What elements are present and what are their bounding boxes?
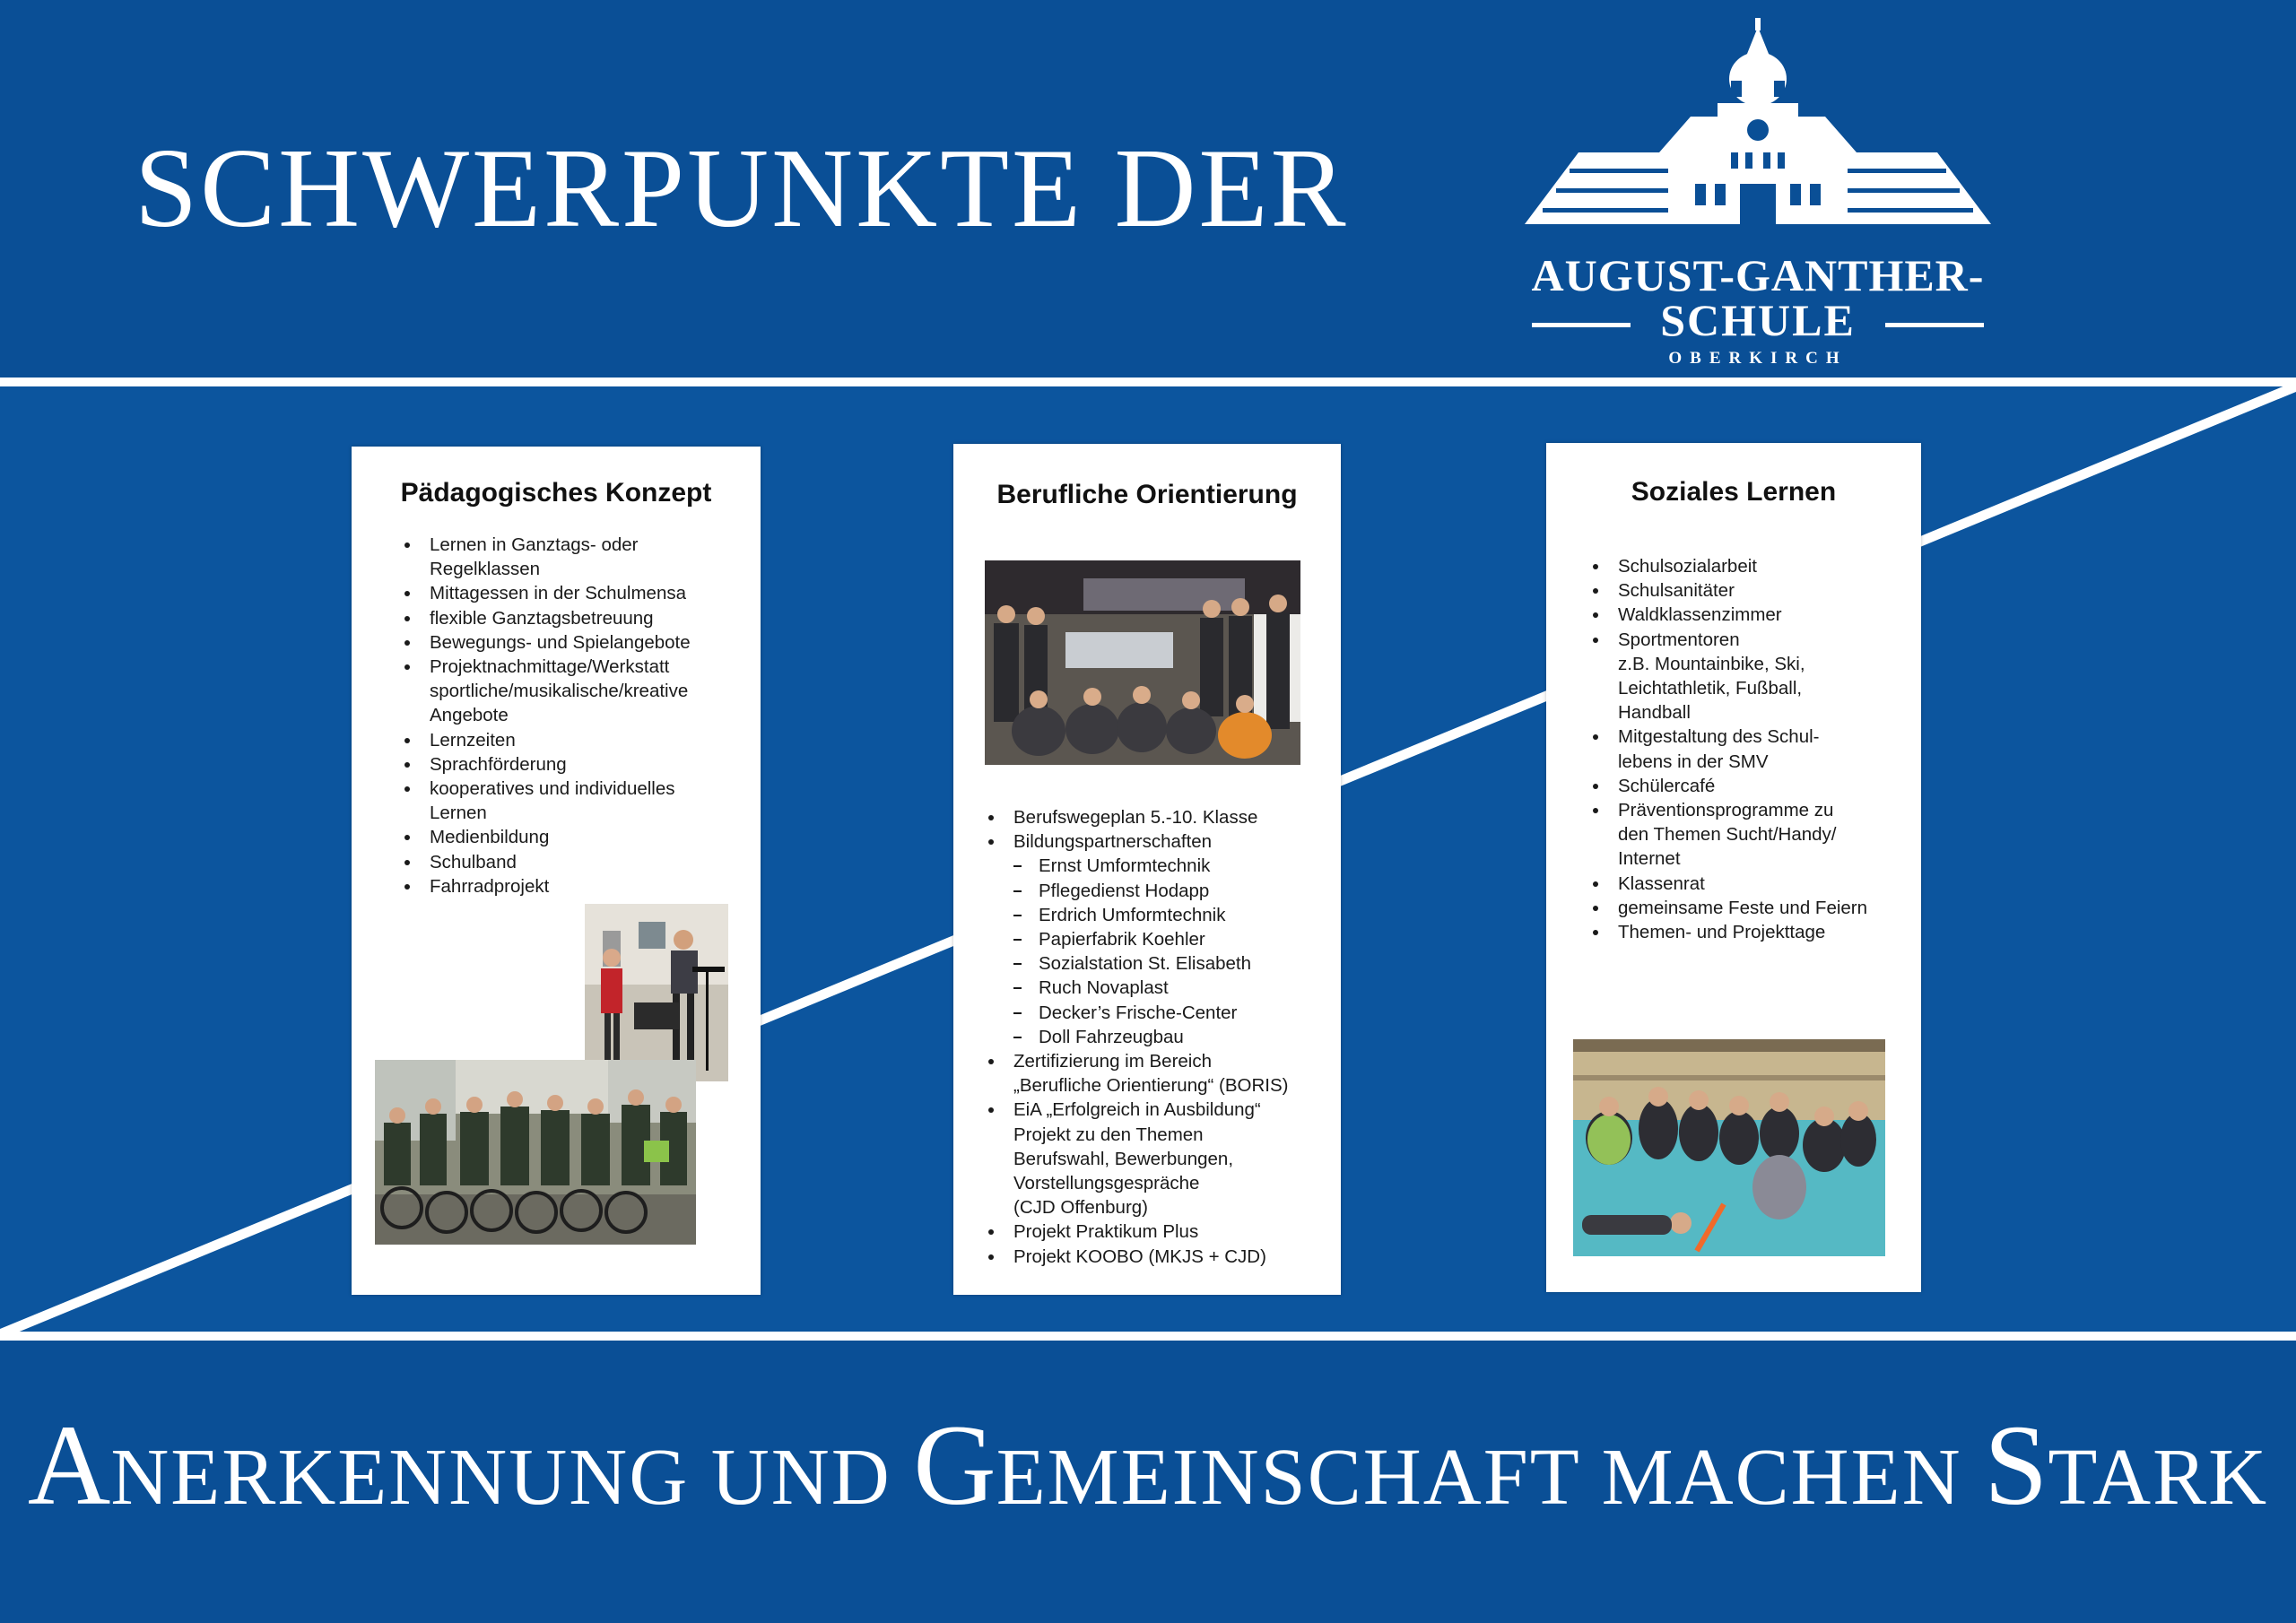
list-item: Präventionsprogramme zu (1591, 798, 1914, 822)
list-item: Fahrradprojekt (403, 874, 752, 898)
list-item: Schulband (403, 850, 752, 874)
list-item: Mittagessen in der Schulmensa (403, 581, 752, 605)
list-item-continuation: Angebote (430, 705, 509, 726)
list-item: Schülercafé (1591, 774, 1914, 798)
sub-list-item: Doll Fahrzeugbau (987, 1025, 1336, 1049)
slogan-word (913, 1402, 1580, 1529)
list-item-continuation: Lernen (430, 803, 487, 824)
slogan-word-rest: NERKENNUNG (110, 1433, 690, 1522)
list-item-continuation: „Berufliche Orientierung“ (BORIS) (1013, 1075, 1289, 1097)
panel-paedagogisches-konzept (352, 447, 761, 1295)
headline: SCHWERPUNKTE DER (135, 126, 1349, 251)
logo-name-line1: AUGUST-GANTHER- (1531, 250, 1985, 300)
photo-school-band (585, 904, 728, 1081)
list-item: Sportmentoren (1591, 628, 1914, 652)
sub-list-item: Pflegedienst Hodapp (987, 879, 1336, 903)
photo-career-group-image (985, 560, 1300, 765)
slogan-word-rest: TARK (2048, 1433, 2269, 1522)
list-item-continuation: Berufswahl, Bewerbungen, (1013, 1148, 1234, 1169)
slogan-word (1601, 1433, 1962, 1522)
list-item: Sprachförderung (403, 752, 752, 777)
list-item: Mitgestaltung des Schul- (1591, 725, 1914, 749)
panel-list (987, 805, 1336, 1269)
list-item-continuation: (CJD Offenburg) (1013, 1197, 1149, 1219)
list-item-continuation: Internet (1618, 848, 1681, 870)
slogan-initial: S (1984, 1402, 2048, 1529)
school-building-emblem (1516, 18, 2000, 251)
panel-title: Berufliche Orientierung (996, 480, 1298, 509)
list-item: gemeinsame Feste und Feiern (1591, 896, 1914, 920)
list-item: Schulsanitäter (1591, 578, 1914, 603)
slogan-word (27, 1402, 690, 1529)
list-item: Projekt Praktikum Plus (987, 1219, 1336, 1244)
sub-list-item: Ernst Umformtechnik (987, 854, 1336, 878)
photo-bicycle-project-image (375, 1060, 696, 1245)
list-item: Lernen in Ganztags- oder (403, 533, 752, 557)
sub-list-item: Ruch Novaplast (987, 976, 1336, 1000)
photo-school-band-image (585, 904, 728, 1081)
sub-list-item: Decker’s Frische-Center (987, 1001, 1336, 1025)
list-item-continuation: lebens in der SMV (1618, 751, 1769, 772)
photo-gym-group (1573, 1039, 1885, 1256)
sub-list-item: Erdrich Umformtechnik (987, 903, 1336, 927)
list-item: Bewegungs- und Spielangebote (403, 630, 752, 655)
list-item: Projekt KOOBO (MKJS + CJD) (987, 1245, 1336, 1269)
list-item: Lernzeiten (403, 728, 752, 752)
slogan-initial: G (913, 1402, 996, 1529)
list-item: flexible Ganztagsbetreuung (403, 606, 752, 630)
sub-list-item: Papierfabrik Koehler (987, 927, 1336, 951)
footer-rule (0, 1332, 2296, 1341)
logo-name-line2: SCHULE (1660, 295, 1856, 345)
slogan-word (1984, 1402, 2269, 1529)
list-item: EiA „Erfolgreich in Ausbildung“ (987, 1098, 1336, 1122)
list-item-continuation: Leichtathletik, Fußball, (1618, 678, 1803, 699)
list-item: Bildungspartnerschaften (987, 829, 1336, 854)
list-item-continuation: sportliche/musikalische/kreative (430, 681, 689, 702)
header-rule (0, 378, 2296, 386)
photo-bicycle-project (375, 1060, 696, 1245)
panel-list (1591, 554, 1914, 944)
list-item-continuation: z.B. Mountainbike, Ski, (1618, 653, 1805, 674)
list-item: Zertifizierung im Bereich (987, 1049, 1336, 1073)
sub-list-item: Sozialstation St. Elisabeth (987, 951, 1336, 976)
school-logo (1516, 18, 2000, 368)
list-item-continuation: Regelklassen (430, 559, 541, 580)
slogan-word-rest: EMEINSCHAFT (996, 1433, 1580, 1522)
logo-place: OBERKIRCH (1668, 349, 1848, 368)
list-item: kooperatives und individuelles (403, 777, 752, 801)
list-item: Berufswegeplan 5.-10. Klasse (987, 805, 1336, 829)
panel-soziales-lernen (1546, 443, 1921, 1292)
slogan-word (710, 1433, 891, 1522)
slogan (0, 1402, 2296, 1529)
list-item-continuation: Handball (1618, 702, 1691, 724)
list-item-continuation: den Themen Sucht/Handy/ (1618, 824, 1837, 846)
list-item: Waldklassenzimmer (1591, 603, 1914, 627)
logo-rule-right (1885, 323, 1984, 327)
slogan-word-rest: MACHEN (1601, 1433, 1962, 1522)
list-item: Medienbildung (403, 825, 752, 849)
list-item: Klassenrat (1591, 872, 1914, 896)
panel-title: Pädagogisches Konzept (400, 478, 712, 508)
panel-title: Soziales Lernen (1631, 477, 1837, 507)
slogan-word-rest: UND (710, 1433, 891, 1522)
panel-berufliche-orientierung (953, 444, 1341, 1295)
photo-gym-group-image (1573, 1039, 1885, 1256)
list-item: Themen- und Projekttage (1591, 920, 1914, 944)
slogan-initial: A (27, 1402, 111, 1529)
list-item-continuation: Vorstellungsgespräche (1013, 1173, 1200, 1194)
list-item: Schulsozialarbeit (1591, 554, 1914, 578)
photo-career-group (985, 560, 1300, 765)
list-item: Projektnachmittage/Werkstatt (403, 655, 752, 679)
panel-list (403, 533, 752, 898)
list-item-continuation: Projekt zu den Themen (1013, 1124, 1204, 1145)
